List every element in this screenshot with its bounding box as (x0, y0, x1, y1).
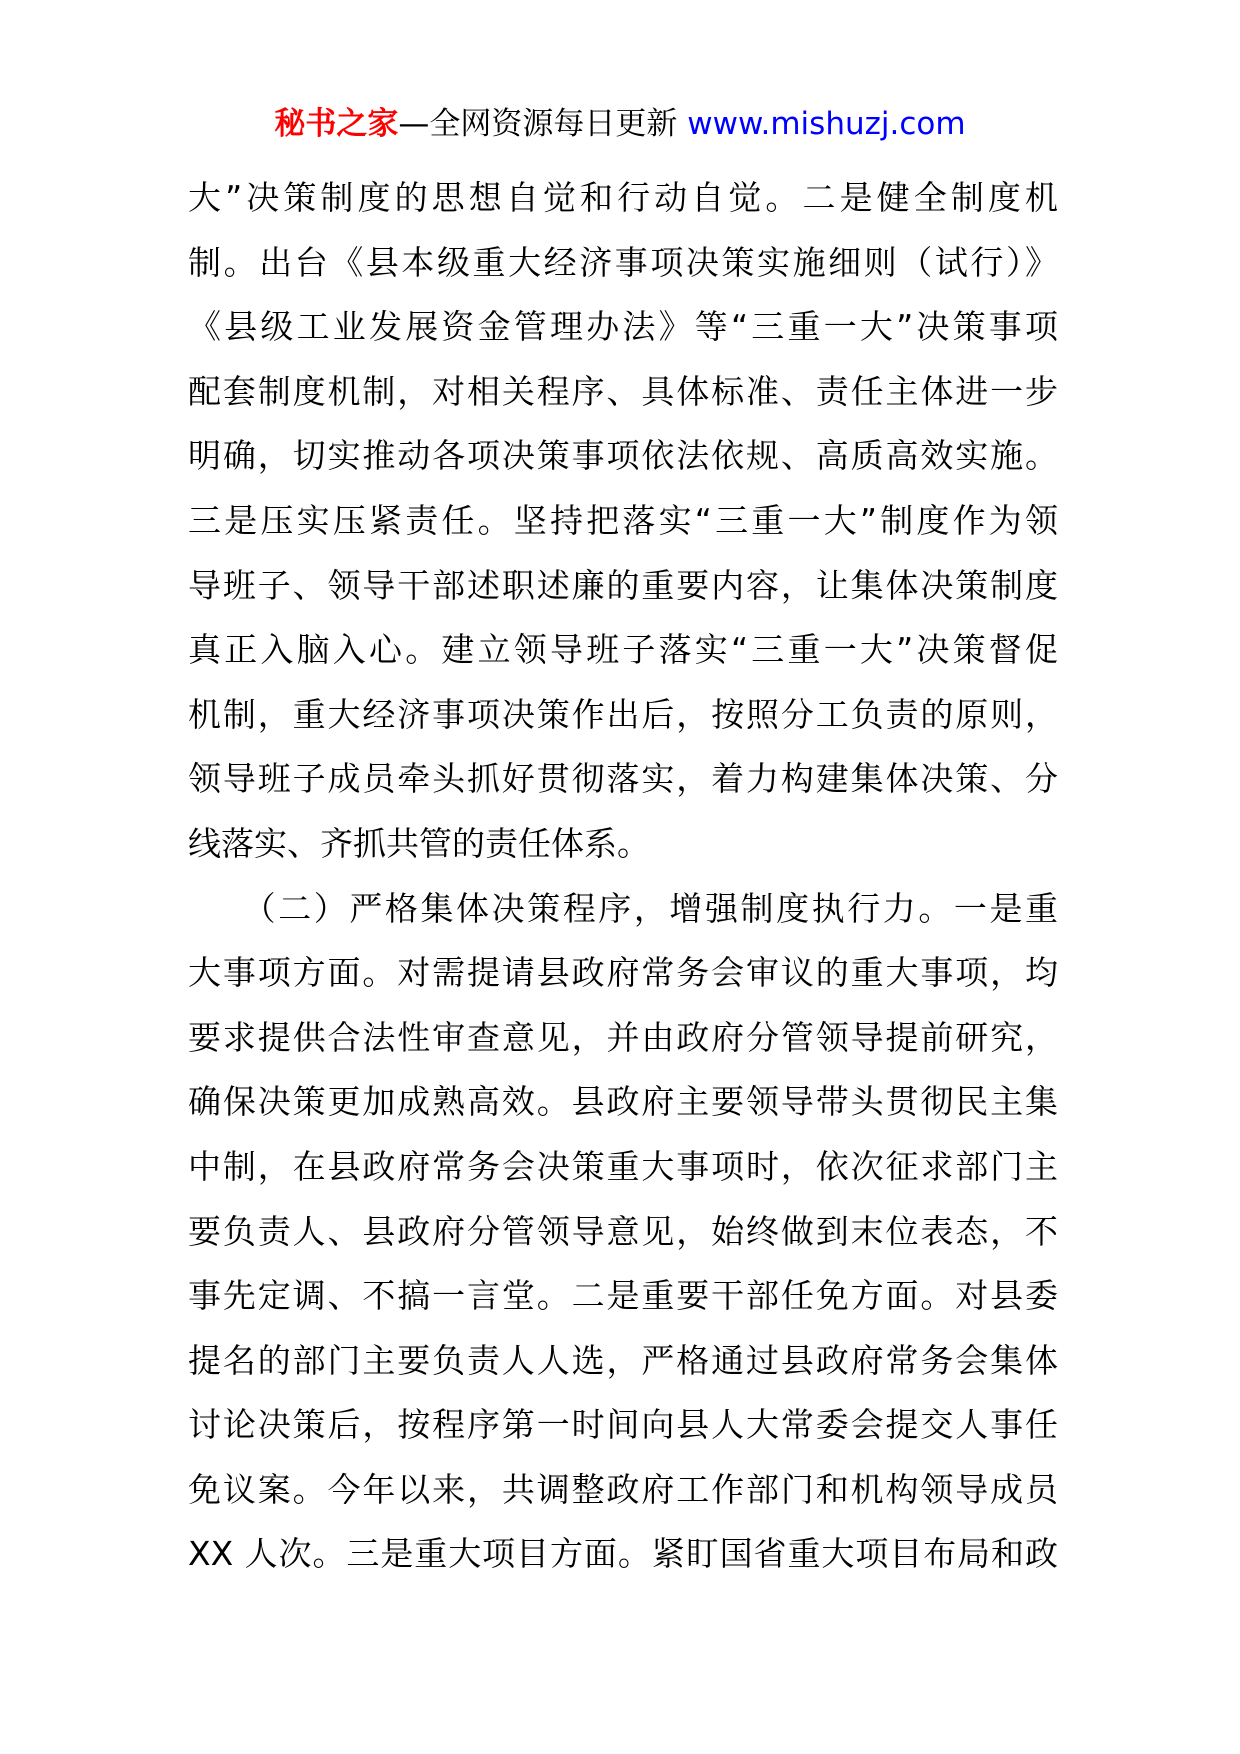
text-line: 《县级工业发展资金管理办法》等“三重一大”决策事项 (188, 307, 1058, 347)
text-line: 讨论决策后，按程序第一时间向县人大常委会提交人事任 (188, 1405, 1058, 1445)
text-line: 导班子、领导干部述职述廉的重要内容，让集体决策制度 (188, 565, 1058, 605)
text-line: 要求提供合法性审查意见，并由政府分管领导提前研究， (188, 1017, 1058, 1057)
text-line: 中制，在县政府常务会决策重大事项时，依次征求部门主 (188, 1146, 1058, 1186)
text-line: 配套制度机制，对相关程序、具体标准、责任主体进一步 (188, 371, 1058, 411)
text-line: 机制，重大经济事项决策作出后，按照分工负责的原则， (188, 694, 1058, 734)
text-line: 真正入脑入心。建立领导班子落实“三重一大”决策督促 (188, 630, 1058, 670)
text-line: 明确，切实推动各项决策事项依法依规、高质高效实施。 (188, 436, 1058, 476)
site-brand: 秘书之家 (274, 106, 399, 142)
document-body (188, 166, 1058, 1587)
text-line: 三是压实压紧责任。坚持把落实“三重一大”制度作为领 (188, 500, 1058, 540)
site-tagline: —全网资源每日更新 (398, 106, 678, 142)
text-line: 大事项方面。对需提请县政府常务会审议的重大事项，均 (188, 953, 1058, 993)
text-line-paragraph-end: 线落实、齐抓共管的责任体系。 (188, 823, 650, 863)
text-line: 免议案。今年以来，共调整政府工作部门和机构领导成员 (188, 1469, 1058, 1509)
site-header (0, 104, 1240, 144)
text-line: 确保决策更加成熟高效。县政府主要领导带头贯彻民主集 (188, 1082, 1058, 1122)
text-line: 制。出台《县本级重大经济事项决策实施细则（试行）》 (188, 242, 1058, 282)
site-url-link[interactable]: www.mishuzj.com (687, 106, 966, 142)
text-line: 要负责人、县政府分管领导意见，始终做到末位表态，不 (188, 1211, 1058, 1251)
text-line-paragraph-start: （二）严格集体决策程序，增强制度执行力。一是重 (188, 888, 1058, 928)
text-line: 提名的部门主要负责人人选，严格通过县政府常务会集体 (188, 1340, 1058, 1380)
text-line: 事先定调、不搞一言堂。二是重要干部任免方面。对县委 (188, 1276, 1058, 1316)
text-line: 大”决策制度的思想自觉和行动自觉。二是健全制度机 (188, 178, 1058, 217)
text-line: 领导班子成员牵头抓好贯彻落实，着力构建集体决策、分 (188, 759, 1058, 799)
text-line: XX 人次。三是重大项目方面。紧盯国省重大项目布局和政 (188, 1534, 1058, 1574)
